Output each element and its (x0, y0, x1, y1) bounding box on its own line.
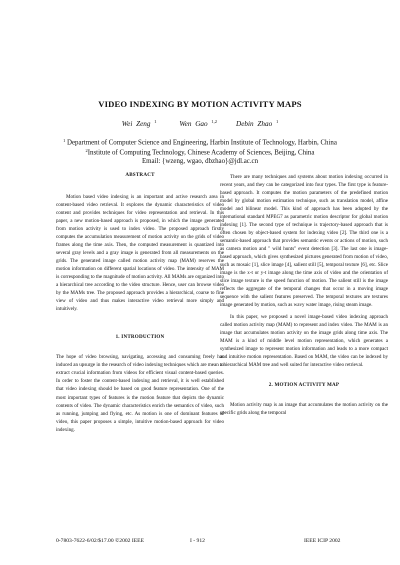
email-line: Email: {wzeng, wgao, dbzhao}@jdl.ac.cn (141, 158, 259, 165)
author-name: Debin Zhao (236, 120, 273, 128)
mam-paragraph: Motion activity map is an image that accumulates the motion activity on the specific grids along the temporal (220, 402, 388, 417)
paper-title: VIDEO INDEXING BY MOTION ACTIVITY MAPS (98, 99, 302, 109)
author-name: Wei Zeng (121, 120, 151, 128)
author-affil-mark: 1 (154, 119, 157, 124)
footer-page-number: I - 912 (190, 538, 205, 544)
author-name: Wen Gao (179, 120, 208, 128)
intro-heading: 1. INTRODUCTION (115, 334, 165, 341)
affiliation-line (0, 139, 400, 147)
intro-text: The hope of video browsing, navigating, accessing and consuming freely has induced an upsurge in the research of video indexing techniques which are mean to extract crucial information from videos for efficient visual content-based queries. In order to foster the content-based indexing and retrieval, it is well established that video indexing should be based on good feature representation. One of the most important types of features is the motion feature that depicts the dynamic contents of video. The dynamic characteristics enrich the semantics of video, such as running, jumping and flying, etc. As motion is one of dominant features of video, this paper proposes a simple, intuitive motion-based approach for video indexing. (56, 354, 224, 433)
author-line (0, 119, 400, 128)
affil-mark: 1 (63, 138, 66, 143)
proposal-paragraph: In this paper, we proposed a novel image-based video indexing approach called motion activity map (MAM) to represent and index video. The MAM is an image that accumulates motion activity on the image grids along time axis. The MAM is a kind of middle level motion representation, which generates a synthesized image to represent motion information and leads to a more compact and intuitive motion representation. Based on MAM, the video can be indexed by a hierarchical MAM tree and well suited for interactive video retrieval. (220, 314, 388, 369)
footer-isbn: 0-7803-7622-6/02/$17.00 ©2002 IEEE (56, 538, 144, 544)
section-2-heading: 2. MOTION ACTIVITY MAP (268, 382, 340, 389)
abstract-heading: ABSTRACT (125, 172, 155, 178)
affiliation-line (0, 149, 400, 157)
affiliation-text: Institute of Computing Technology, Chinese Academy of Sciences, Beijing, China (87, 149, 315, 157)
affiliation-text: Department of Computer Science and Engineering, Harbin Institute of Technology, Harbin, China (65, 139, 337, 147)
footer-conference: IEEE ICIP 2002 (304, 538, 341, 544)
abstract-text: Motion based video indexing is an important and active research area in content-based video retrieval. It explores the dynamic characteristics of video content and provides techniques for video representation and retrieval. In this paper, a new motion-based approach is proposed, in which the image generated from motion activity is used to index video. The proposed approach firstly computes the accumulation measurement of motion activity on the grids of video frames along the time axis. Then, the computed measurement is quantized into several gray levels and a gray image is generated from all measurements on the grids. The generated image called motion activity map (MAM) reserves the motion information on different spatial locations of video. The intensity of MAM is corresponding to the magnitude of motion activity. All MAMs are organized into a hierarchical tree according to the video structure. Hence, user can browse video by the MAMs tree. The proposed approach provides a hierarchical, coarse to fine view of video and thus makes interactive video retrieval more simply and intuitively. (56, 194, 224, 313)
author-affil-mark: 1 (275, 119, 279, 124)
author-affil-mark: 1,2 (211, 119, 218, 124)
related-work-paragraph: There are many techniques and systems about motion indexing occurred in recent years, and they can be categorized into four types. The first type is feature-based approach. It computes the motion parameters of the predefined motion model by global motion estimation technique, such as translation model, affine model and bilinear model. This kind of approach has been adopted by the international standard MPEG7 as parametric motion descriptor for global motion indexing [1]. The second type of technique is trajectory-based approach that is often chosen by object-based system for indexing video [2]. The third one is a semantic-based approach that provides semantic events or actions of motion, such as camera motion and " wild hunts" event detection [3]. The last one is image-based approach, which gives synthesized pictures generated from motion of video, such as mosaic [1], slice image [4], salient still [5], temporal texture [6], etc. Slice image is the x-t or y-t image along the time axis of video and the orientation of slice image texture is the speed function of motion. The salient still is the image reflects the aggregate of the temporal changes that occur in a moving image sequence with the salient features preserved. The temporal textures are textures image generated by motion, such as wavy water image, rising steam image. (220, 174, 388, 309)
affil-mark: 2 (85, 148, 88, 153)
right-column (220, 173, 388, 418)
left-column (56, 171, 224, 434)
